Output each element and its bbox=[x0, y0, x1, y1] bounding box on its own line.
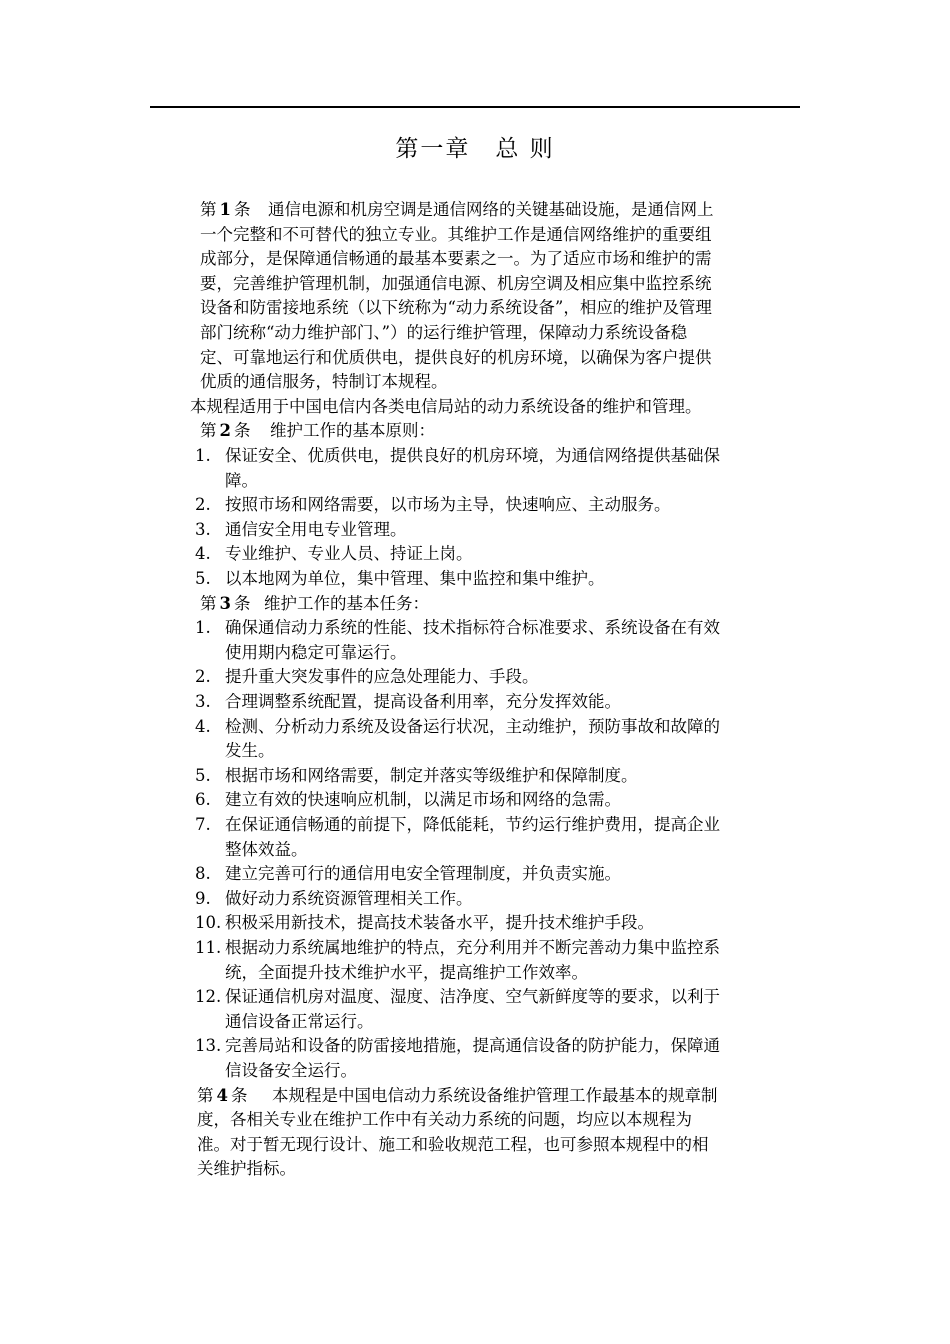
list-item-number: 8. bbox=[195, 864, 211, 884]
article-label bbox=[197, 1084, 247, 1108]
article4-line: 准。对于暂无现行设计、施工和验收规范工程，也可参照本规程中的相 bbox=[197, 1134, 709, 1154]
list-item-line: 建立完善可行的通信用电安全管理制度，并负责实施。 bbox=[225, 864, 621, 884]
article-prefix: 第 bbox=[200, 200, 217, 219]
article1-line: 要，完善维护管理机制，加强通信电源、机房空调及相应集中监控系统 bbox=[200, 273, 712, 293]
article-suffix: 条 bbox=[233, 200, 251, 219]
article-prefix: 第 bbox=[197, 1085, 214, 1105]
list-item-number: 1. bbox=[195, 618, 211, 638]
article1-line: 定、可靠地运行和优质供电，提供良好的机房环境，以确保为客户提供 bbox=[200, 347, 712, 367]
list-item-line: 以本地网为单位，集中管理、集中监控和集中维护。 bbox=[225, 569, 605, 588]
list-item-line: 通信安全用电专业管理。 bbox=[225, 519, 407, 539]
list-item-number: 1. bbox=[195, 446, 211, 465]
list-item-line: 建立有效的快速响应机制，以满足市场和网络的急需。 bbox=[225, 790, 621, 810]
list-item-line: 合理调整系统配置，提高设备利用率，充分发挥效能。 bbox=[225, 692, 621, 711]
list-item-line: 整体效益。 bbox=[225, 839, 308, 859]
list-item-number: 12. bbox=[195, 987, 222, 1007]
article1-line: 一个完整和不可替代的独立专业。其维护工作是通信网络维护的重要组 bbox=[200, 224, 712, 244]
list-item-line: 使用期内稳定可靠运行。 bbox=[225, 642, 407, 662]
list-item-number: 6. bbox=[195, 790, 211, 810]
list-item-number: 3. bbox=[195, 692, 211, 711]
list-item-number: 11. bbox=[195, 938, 222, 957]
list-item-line: 提升重大突发事件的应急处理能力、手段。 bbox=[225, 667, 539, 687]
list-item-line: 专业维护、专业人员、持证上岗。 bbox=[225, 544, 473, 564]
list-item-line: 在保证通信畅通的前提下，降低能耗，节约运行维护费用，提高企业 bbox=[225, 815, 720, 834]
article-label bbox=[200, 198, 250, 222]
article-number: 4 bbox=[216, 1085, 228, 1105]
list-item-number: 7. bbox=[195, 815, 211, 834]
article-prefix: 第 bbox=[200, 593, 217, 613]
list-item-number: 10. bbox=[195, 913, 222, 933]
article-suffix: 条 bbox=[230, 1085, 248, 1105]
article-suffix: 条 bbox=[233, 593, 251, 613]
list-item-number: 13. bbox=[195, 1036, 222, 1056]
list-item-line: 障。 bbox=[225, 470, 258, 490]
list-item-line: 统，全面提升技术维护水平，提高维护工作效率。 bbox=[225, 962, 588, 982]
list-item-line: 积极采用新技术，提高技术装备水平，提升技术维护手段。 bbox=[225, 913, 654, 933]
article1-line: 部门统称“动力维护部门、”）的运行维护管理，保障动力系统设备稳 bbox=[200, 323, 688, 342]
list-item-line: 通信设备正常运行。 bbox=[225, 1011, 374, 1031]
list-item-line: 根据动力系统属地维护的特点，充分利用并不断完善动力集中监控系 bbox=[225, 938, 720, 957]
list-item-number: 2. bbox=[195, 495, 211, 515]
list-item-number: 5. bbox=[195, 569, 211, 588]
scope-statement: 本规程适用于中国电信内各类电信局站的动力系统设备的维护和管理。 bbox=[190, 396, 702, 416]
list-item-line: 保证通信机房对温度、湿度、洁净度、空气新鲜度等的要求，以利于 bbox=[225, 987, 720, 1007]
list-item-number: 9. bbox=[195, 888, 211, 908]
article4-line: 度，各相关专业在维护工作中有关动力系统的问题，均应以本规程为 bbox=[197, 1110, 692, 1130]
list-item-line: 发生。 bbox=[225, 741, 275, 761]
list-item-number: 2. bbox=[195, 667, 211, 687]
article-label bbox=[200, 419, 250, 443]
article4-line: 本规程是中国电信动力系统设备维护管理工作最基本的规章制 bbox=[272, 1085, 718, 1105]
list-item-line: 检测、分析动力系统及设备运行状况，主动维护，预防事故和故障的 bbox=[225, 716, 720, 736]
list-item-line: 根据市场和网络需要，制定并落实等级维护和保障制度。 bbox=[225, 765, 638, 785]
article2-heading: 维护工作的基本原则： bbox=[270, 421, 435, 441]
list-item-line: 按照市场和网络需要，以市场为主导，快速响应、主动服务。 bbox=[225, 495, 671, 515]
header-rule bbox=[150, 106, 800, 108]
article1-line: 设备和防雷接地系统（以下统称为“动力系统设备”，相应的维护及管理 bbox=[200, 298, 712, 318]
article1-line: 优质的通信服务，特制订本规程。 bbox=[200, 372, 448, 392]
list-item-number: 4. bbox=[195, 544, 211, 564]
list-item-line: 信设备安全运行。 bbox=[225, 1061, 357, 1080]
list-item-line: 做好动力系统资源管理相关工作。 bbox=[225, 888, 473, 908]
article1-line: 成部分，是保障通信畅通的最基本要素之一。为了适应市场和维护的需 bbox=[200, 249, 712, 269]
list-item-line: 完善局站和设备的防雷接地措施，提高通信设备的防护能力，保障通 bbox=[225, 1036, 720, 1056]
list-item-line: 确保通信动力系统的性能、技术指标符合标准要求、系统设备在有效 bbox=[225, 618, 720, 638]
chapter-title: 第一章 总 则 bbox=[395, 136, 555, 162]
article-suffix: 条 bbox=[233, 421, 251, 441]
list-item-line: 保证安全、优质供电，提供良好的机房环境，为通信网络提供基础保 bbox=[225, 446, 720, 465]
article-number: 3 bbox=[219, 593, 231, 613]
article-label bbox=[200, 592, 250, 616]
list-item-number: 5. bbox=[195, 765, 211, 785]
article3-heading: 维护工作的基本任务： bbox=[264, 593, 429, 613]
article1-line: 通信电源和机房空调是通信网络的关键基础设施，是通信网上 bbox=[268, 200, 714, 219]
article-prefix: 第 bbox=[200, 421, 217, 441]
article-number: 2 bbox=[219, 421, 231, 441]
article-number: 1 bbox=[219, 200, 231, 219]
list-item-number: 4. bbox=[195, 716, 211, 736]
list-item-number: 3. bbox=[195, 519, 211, 539]
article4-line: 关维护指标。 bbox=[197, 1159, 296, 1179]
